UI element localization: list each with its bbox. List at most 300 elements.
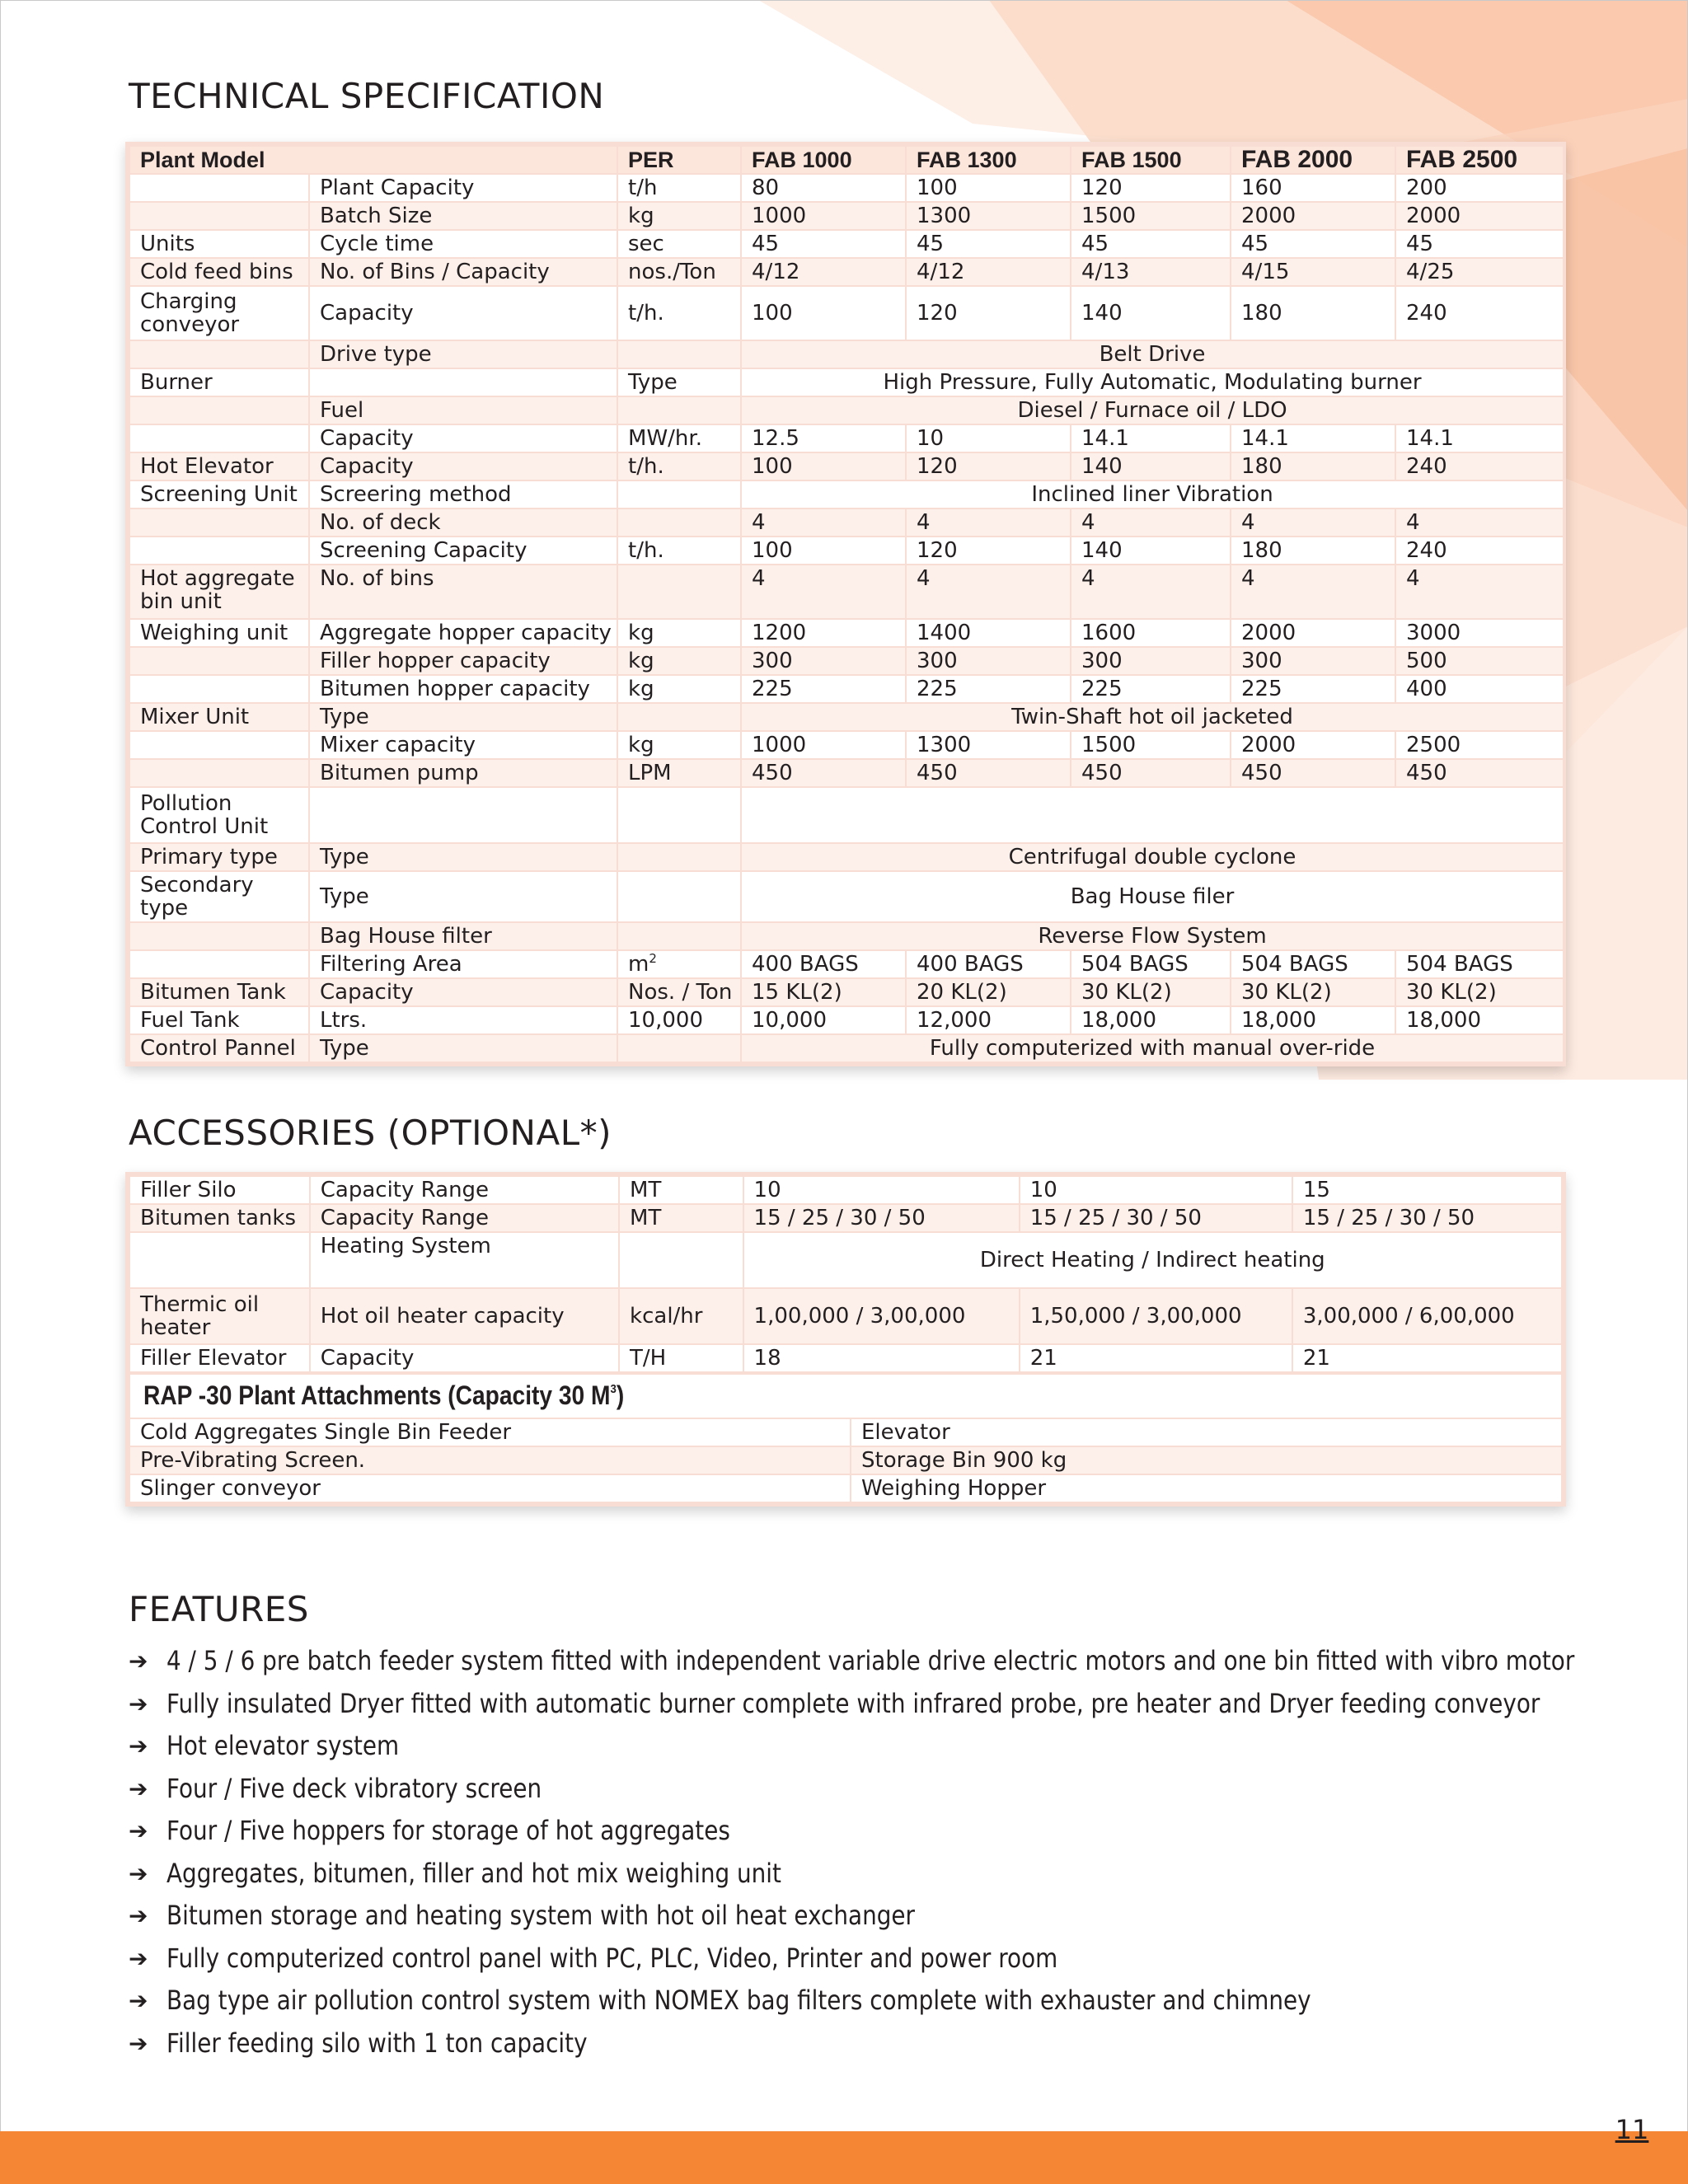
spec-table-body xyxy=(129,174,1564,1062)
accessory-row xyxy=(129,1176,1562,1204)
spec-row xyxy=(129,202,1564,230)
spec-param-cell: Fuel xyxy=(309,396,617,424)
spec-value-cell: 14.1 xyxy=(1231,424,1395,452)
spec-value-cell: 400 xyxy=(1395,675,1564,703)
spec-value-cell: 300 xyxy=(906,647,1071,675)
spec-unit-cell xyxy=(617,368,741,396)
spec-unit-cell xyxy=(617,675,741,703)
spec-row xyxy=(129,675,1564,703)
spec-merged-cell: Inclined liner Vibration xyxy=(741,480,1564,509)
spec-merged-cell: Centrifugal double cyclone xyxy=(741,843,1564,871)
spec-param-cell: Type xyxy=(309,871,617,922)
spec-value-cell: 4/15 xyxy=(1231,258,1395,286)
accessory-row xyxy=(129,1232,1562,1288)
spec-unit-text: sec xyxy=(628,232,664,256)
spec-value-cell: 180 xyxy=(1231,452,1395,480)
rap-title-row xyxy=(129,1374,1562,1418)
spec-value-cell: 4 xyxy=(906,509,1071,537)
accessory-value-cell: 18 xyxy=(743,1344,1020,1372)
spec-unit-cell xyxy=(617,202,741,230)
spec-value-cell: 1500 xyxy=(1071,202,1231,230)
spec-param-cell xyxy=(309,787,617,843)
spec-unit-superscript: 2 xyxy=(649,951,657,966)
spec-value-cell: 4 xyxy=(1231,509,1395,537)
rap-attachments-table xyxy=(129,1373,1563,1503)
spec-value-cell: 20 KL(2) xyxy=(906,978,1071,1006)
spec-unit-cell xyxy=(617,843,741,871)
spec-merged-cell: Belt Drive xyxy=(741,340,1564,368)
spec-value-cell: 45 xyxy=(1071,230,1231,258)
spec-value-cell: 120 xyxy=(906,452,1071,480)
spec-value-cell: 1300 xyxy=(906,731,1071,759)
feature-text: Bag type air pollution control system with NOMEX bag filters complete with exhauster and chimney xyxy=(166,1985,1311,2016)
spec-value-cell: 30 KL(2) xyxy=(1395,978,1564,1006)
spec-value-cell: 504 BAGS xyxy=(1071,950,1231,978)
accessories-table xyxy=(129,1175,1563,1373)
spec-unit-cell xyxy=(617,978,741,1006)
spec-value-cell: 10,000 xyxy=(741,1006,906,1034)
spec-value-cell: 120 xyxy=(906,537,1071,565)
rap-table-body xyxy=(129,1418,1562,1502)
spec-param-cell: Type xyxy=(309,843,617,871)
spec-unit-cell xyxy=(617,396,741,424)
spec-unit-text: 10,000 xyxy=(628,1008,703,1033)
accessory-group-cell: Bitumen tanks xyxy=(129,1204,310,1232)
arrow-right-icon: ➔ xyxy=(129,1732,148,1760)
spec-value-cell: 500 xyxy=(1395,647,1564,675)
spec-group-cell: Screening Unit xyxy=(129,480,309,509)
arrow-right-icon: ➔ xyxy=(129,2029,148,2057)
spec-value-cell: 4 xyxy=(741,565,906,619)
spec-param-cell: Cycle time xyxy=(309,230,617,258)
feature-item xyxy=(129,1810,1579,1853)
spec-param-cell: Drive type xyxy=(309,340,617,368)
spec-value-cell: 4 xyxy=(741,509,906,537)
spec-unit-text: t/h. xyxy=(628,454,664,479)
spec-unit-text: kg xyxy=(628,621,654,645)
spec-value-cell: 4 xyxy=(1231,565,1395,619)
spec-row xyxy=(129,424,1564,452)
spec-value-cell: 240 xyxy=(1395,537,1564,565)
spec-group-cell: Fuel Tank xyxy=(129,1006,309,1034)
arrow-right-icon: ➔ xyxy=(129,1817,148,1844)
spec-unit-text: nos./Ton xyxy=(628,260,716,284)
model-header: FAB 1000 xyxy=(741,146,906,174)
spec-param-cell: Bitumen pump xyxy=(309,759,617,787)
spec-row xyxy=(129,480,1564,509)
rap-cell: Pre-Vibrating Screen. xyxy=(129,1446,851,1474)
spec-unit-text: Nos. / Ton xyxy=(628,980,733,1005)
spec-value-cell: 240 xyxy=(1395,452,1564,480)
spec-unit-text: Type xyxy=(628,370,678,395)
spec-unit-text: kg xyxy=(628,677,654,701)
spec-value-cell: 45 xyxy=(1231,230,1395,258)
spec-unit-text: t/h. xyxy=(628,538,664,563)
feature-item xyxy=(129,1640,1579,1683)
spec-unit-cell xyxy=(617,759,741,787)
spec-group-cell xyxy=(129,731,309,759)
rap-cell: Elevator xyxy=(851,1418,1562,1446)
spec-row xyxy=(129,922,1564,950)
rap-cell: Slinger conveyor xyxy=(129,1474,851,1502)
rap-title xyxy=(143,1380,625,1410)
spec-group-cell xyxy=(129,396,309,424)
spec-row xyxy=(129,950,1564,978)
model-header: FAB 1300 xyxy=(906,146,1071,174)
spec-unit-text: LPM xyxy=(628,761,672,785)
accessory-value-cell: 10 xyxy=(1020,1176,1292,1204)
spec-value-cell: 225 xyxy=(1231,675,1395,703)
spec-value-cell: 30 KL(2) xyxy=(1231,978,1395,1006)
spec-value-cell: 100 xyxy=(906,174,1071,202)
spec-group-cell: Secondary type xyxy=(129,871,309,922)
spec-row xyxy=(129,1034,1564,1062)
spec-param-cell: Filler hopper capacity xyxy=(309,647,617,675)
arrow-right-icon: ➔ xyxy=(129,1859,148,1887)
spec-value-cell: 400 BAGS xyxy=(906,950,1071,978)
spec-param-cell: Type xyxy=(309,703,617,731)
spec-value-cell: 2000 xyxy=(1231,619,1395,647)
spec-value-cell: 400 BAGS xyxy=(741,950,906,978)
feature-text: 4 / 5 / 6 pre batch feeder system fitted with independent variable drive electric motors and one bin fitted with vibro motor xyxy=(166,1645,1575,1676)
spec-value-cell: 1500 xyxy=(1071,731,1231,759)
spec-value-cell: 4 xyxy=(1395,565,1564,619)
spec-unit-cell xyxy=(617,509,741,537)
accessory-value-cell: 1,50,000 / 3,00,000 xyxy=(1020,1288,1292,1344)
spec-value-cell: 4 xyxy=(906,565,1071,619)
spec-value-cell: 2000 xyxy=(1395,202,1564,230)
spec-value-cell: 504 BAGS xyxy=(1395,950,1564,978)
spec-row xyxy=(129,230,1564,258)
spec-merged-cell: Reverse Flow System xyxy=(741,922,1564,950)
spec-value-cell: 45 xyxy=(741,230,906,258)
spec-value-cell: 160 xyxy=(1231,174,1395,202)
spec-value-cell: 15 KL(2) xyxy=(741,978,906,1006)
arrow-right-icon: ➔ xyxy=(129,1944,148,1972)
spec-param-cell: Ltrs. xyxy=(309,1006,617,1034)
arrow-right-icon: ➔ xyxy=(129,1902,148,1929)
spec-group-cell xyxy=(129,922,309,950)
spec-value-cell: 180 xyxy=(1231,537,1395,565)
spec-row xyxy=(129,368,1564,396)
spec-unit-text: t/h. xyxy=(628,301,664,326)
spec-value-cell: 1300 xyxy=(906,202,1071,230)
accessory-group-cell xyxy=(129,1232,310,1288)
feature-item xyxy=(129,2022,1579,2065)
spec-param-cell: No. of deck xyxy=(309,509,617,537)
spec-value-cell: 300 xyxy=(1231,647,1395,675)
spec-group-cell xyxy=(129,202,309,230)
spec-group-cell: Charging conveyor xyxy=(129,286,309,340)
spec-unit-cell xyxy=(617,619,741,647)
spec-value-cell: 12,000 xyxy=(906,1006,1071,1034)
spec-param-cell: Capacity xyxy=(309,452,617,480)
accessory-unit-cell: kcal/hr xyxy=(619,1288,743,1344)
spec-param-cell: Capacity xyxy=(309,978,617,1006)
accessory-unit-cell: T/H xyxy=(619,1344,743,1372)
spec-group-cell xyxy=(129,509,309,537)
spec-unit-text: kg xyxy=(628,204,654,228)
spec-unit-cell xyxy=(617,922,741,950)
arrow-right-icon: ➔ xyxy=(129,1987,148,2014)
spec-value-cell: 2000 xyxy=(1231,202,1395,230)
spec-value-cell: 450 xyxy=(1071,759,1231,787)
spec-param-cell: No. of bins xyxy=(309,565,617,619)
spec-value-cell: 18,000 xyxy=(1231,1006,1395,1034)
accessory-param-cell: Heating System xyxy=(310,1232,619,1288)
spec-value-cell: 10 xyxy=(906,424,1071,452)
spec-merged-cell: Bag House filer xyxy=(741,871,1564,922)
spec-row xyxy=(129,509,1564,537)
spec-value-cell: 30 KL(2) xyxy=(1071,978,1231,1006)
spec-value-cell: 3000 xyxy=(1395,619,1564,647)
accessory-param-cell: Capacity Range xyxy=(310,1204,619,1232)
accessory-value-cell: 3,00,000 / 6,00,000 xyxy=(1292,1288,1562,1344)
spec-value-cell: 225 xyxy=(1071,675,1231,703)
spec-value-cell: 140 xyxy=(1071,286,1231,340)
technical-spec-table-wrapper xyxy=(125,142,1566,1066)
spec-unit-text: kg xyxy=(628,733,654,757)
spec-value-cell: 140 xyxy=(1071,452,1231,480)
accessory-row xyxy=(129,1344,1562,1372)
spec-param-cell: Plant Capacity xyxy=(309,174,617,202)
spec-unit-cell xyxy=(617,950,741,978)
accessories-table-wrapper xyxy=(125,1172,1566,1507)
spec-value-cell: 4 xyxy=(1071,509,1231,537)
rap-row xyxy=(129,1446,1562,1474)
spec-row xyxy=(129,759,1564,787)
spec-value-cell: 4/12 xyxy=(906,258,1071,286)
spec-row xyxy=(129,537,1564,565)
accessory-value-cell: 15 / 25 / 30 / 50 xyxy=(1020,1204,1292,1232)
plant-model-header: Plant Model xyxy=(129,146,617,174)
spec-row xyxy=(129,731,1564,759)
spec-group-cell xyxy=(129,424,309,452)
spec-value-cell: 120 xyxy=(1071,174,1231,202)
feature-text: Fully computerized control panel with PC, PLC, Video, Printer and power room xyxy=(166,1942,1058,1974)
feature-text: Aggregates, bitumen, filler and hot mix weighing unit xyxy=(166,1857,781,1889)
spec-value-cell: 100 xyxy=(741,452,906,480)
spec-value-cell: 12.5 xyxy=(741,424,906,452)
spec-value-cell: 18,000 xyxy=(1395,1006,1564,1034)
feature-text: Four / Five hoppers for storage of hot aggregates xyxy=(166,1815,730,1846)
page-number: 11 xyxy=(1615,2114,1649,2145)
rap-title-end: ) xyxy=(616,1380,625,1410)
accessories-table-body xyxy=(129,1176,1562,1372)
spec-param-cell: Type xyxy=(309,1034,617,1062)
spec-value-cell: 450 xyxy=(906,759,1071,787)
spec-param-cell: Mixer capacity xyxy=(309,731,617,759)
spec-unit-cell xyxy=(617,424,741,452)
spec-value-cell: 1000 xyxy=(741,731,906,759)
feature-item xyxy=(129,1980,1579,2022)
spec-param-cell: Screering method xyxy=(309,480,617,509)
feature-item xyxy=(129,1683,1579,1726)
rap-cell: Weighing Hopper xyxy=(851,1474,1562,1502)
spec-header-row xyxy=(129,146,1564,174)
spec-value-cell: 45 xyxy=(1395,230,1564,258)
spec-merged-cell xyxy=(741,787,1564,843)
spec-group-cell xyxy=(129,537,309,565)
spec-unit-cell xyxy=(617,871,741,922)
spec-unit-cell xyxy=(617,258,741,286)
spec-param-cell: Screening Capacity xyxy=(309,537,617,565)
rap-title-superscript: 3 xyxy=(610,1381,617,1396)
feature-item xyxy=(129,1895,1579,1938)
spec-row xyxy=(129,340,1564,368)
bottom-accent-bar xyxy=(0,2131,1688,2184)
feature-item xyxy=(129,1938,1579,1980)
spec-group-cell: Pollution Control Unit xyxy=(129,787,309,843)
spec-group-cell xyxy=(129,759,309,787)
spec-unit-text: t/h xyxy=(628,176,658,200)
rap-cell: Storage Bin 900 kg xyxy=(851,1446,1562,1474)
spec-merged-cell: High Pressure, Fully Automatic, Modulating burner xyxy=(741,368,1564,396)
accessory-param-cell: Capacity Range xyxy=(310,1176,619,1204)
spec-value-cell: 1400 xyxy=(906,619,1071,647)
rap-title-text: RAP -30 Plant Attachments (Capacity 30 M xyxy=(143,1380,611,1410)
arrow-right-icon: ➔ xyxy=(129,1774,148,1802)
spec-group-cell xyxy=(129,675,309,703)
spec-value-cell: 450 xyxy=(1231,759,1395,787)
spec-value-cell: 18,000 xyxy=(1071,1006,1231,1034)
accessory-group-cell: Thermic oil heater xyxy=(129,1288,310,1344)
per-header: PER xyxy=(617,146,741,174)
spec-value-cell: 2000 xyxy=(1231,731,1395,759)
spec-value-cell: 180 xyxy=(1231,286,1395,340)
spec-row xyxy=(129,286,1564,340)
spec-group-cell: Primary type xyxy=(129,843,309,871)
spec-row xyxy=(129,565,1564,619)
spec-unit-cell xyxy=(617,537,741,565)
spec-group-cell: Hot aggregate bin unit xyxy=(129,565,309,619)
accessory-unit-cell: MT xyxy=(619,1204,743,1232)
accessories-title: ACCESSORIES (OPTIONAL*) xyxy=(129,1113,612,1153)
spec-row xyxy=(129,978,1564,1006)
feature-text: Bitumen storage and heating system with hot oil heat exchanger xyxy=(166,1900,915,1931)
spec-unit-text: MW/hr. xyxy=(628,426,702,451)
accessory-param-cell: Hot oil heater capacity xyxy=(310,1288,619,1344)
spec-row xyxy=(129,703,1564,731)
spec-row xyxy=(129,1006,1564,1034)
feature-item xyxy=(129,1768,1579,1811)
spec-value-cell: 1600 xyxy=(1071,619,1231,647)
spec-group-cell: Mixer Unit xyxy=(129,703,309,731)
spec-param-cell: Aggregate hopper capacity xyxy=(309,619,617,647)
spec-group-cell xyxy=(129,647,309,675)
spec-unit-cell xyxy=(617,787,741,843)
model-header: FAB 2500 xyxy=(1395,146,1564,174)
spec-unit-cell xyxy=(617,286,741,340)
accessory-value-cell: 15 xyxy=(1292,1176,1562,1204)
spec-unit-cell xyxy=(617,1034,741,1062)
spec-param-cell: Batch Size xyxy=(309,202,617,230)
features-title: FEATURES xyxy=(129,1589,309,1629)
spec-value-cell: 300 xyxy=(741,647,906,675)
accessory-group-cell: Filler Silo xyxy=(129,1176,310,1204)
spec-row xyxy=(129,452,1564,480)
spec-value-cell: 4 xyxy=(1395,509,1564,537)
spec-value-cell: 45 xyxy=(906,230,1071,258)
arrow-right-icon: ➔ xyxy=(129,1690,148,1718)
spec-param-cell: No. of Bins / Capacity xyxy=(309,258,617,286)
spec-value-cell: 4/12 xyxy=(741,258,906,286)
spec-param-cell: Capacity xyxy=(309,424,617,452)
spec-value-cell: 4/13 xyxy=(1071,258,1231,286)
spec-unit-cell xyxy=(617,230,741,258)
spec-value-cell: 14.1 xyxy=(1071,424,1231,452)
spec-row xyxy=(129,258,1564,286)
spec-unit-text: kg xyxy=(628,649,654,673)
model-header: FAB 2000 xyxy=(1231,146,1395,174)
spec-unit-cell xyxy=(617,1006,741,1034)
accessory-value-cell: 1,00,000 / 3,00,000 xyxy=(743,1288,1020,1344)
spec-value-cell: 14.1 xyxy=(1395,424,1564,452)
model-header: FAB 1500 xyxy=(1071,146,1231,174)
spec-unit-cell xyxy=(617,731,741,759)
spec-unit-cell xyxy=(617,565,741,619)
spec-value-cell: 120 xyxy=(906,286,1071,340)
spec-row xyxy=(129,396,1564,424)
spec-value-cell: 240 xyxy=(1395,286,1564,340)
spec-unit-cell xyxy=(617,452,741,480)
spec-unit-text: m xyxy=(628,952,649,977)
accessory-unit-cell: MT xyxy=(619,1176,743,1204)
spec-unit-cell xyxy=(617,480,741,509)
spec-value-cell: 2500 xyxy=(1395,731,1564,759)
spec-row xyxy=(129,843,1564,871)
spec-value-cell: 1000 xyxy=(741,202,906,230)
feature-text: Fully insulated Dryer fitted with automatic burner complete with infrared probe, pre heater and Dryer feeding conveyor xyxy=(166,1687,1540,1719)
spec-row xyxy=(129,787,1564,843)
spec-value-cell: 100 xyxy=(741,537,906,565)
accessory-row xyxy=(129,1288,1562,1344)
spec-param-cell: Capacity xyxy=(309,286,617,340)
spec-param-cell xyxy=(309,368,617,396)
spec-value-cell: 200 xyxy=(1395,174,1564,202)
spec-group-cell: Hot Elevator xyxy=(129,452,309,480)
spec-group-cell: Burner xyxy=(129,368,309,396)
accessory-value-cell: 15 / 25 / 30 / 50 xyxy=(1292,1204,1562,1232)
feature-item xyxy=(129,1725,1579,1768)
feature-text: Filler feeding silo with 1 ton capacity xyxy=(166,2027,588,2059)
accessory-group-cell: Filler Elevator xyxy=(129,1344,310,1372)
spec-group-cell: Control Pannel xyxy=(129,1034,309,1062)
accessory-value-cell: 21 xyxy=(1020,1344,1292,1372)
spec-value-cell: 450 xyxy=(741,759,906,787)
spec-unit-cell xyxy=(617,647,741,675)
spec-group-cell: Bitumen Tank xyxy=(129,978,309,1006)
spec-group-cell xyxy=(129,340,309,368)
accessory-value-cell: 21 xyxy=(1292,1344,1562,1372)
spec-value-cell: 4/25 xyxy=(1395,258,1564,286)
spec-param-cell: Bitumen hopper capacity xyxy=(309,675,617,703)
spec-value-cell: 450 xyxy=(1395,759,1564,787)
feature-text: Four / Five deck vibratory screen xyxy=(166,1772,542,1804)
spec-group-cell xyxy=(129,950,309,978)
spec-value-cell: 225 xyxy=(906,675,1071,703)
features-list xyxy=(129,1640,1579,2064)
spec-row xyxy=(129,647,1564,675)
accessory-param-cell: Capacity xyxy=(310,1344,619,1372)
spec-value-cell: 300 xyxy=(1071,647,1231,675)
spec-value-cell: 504 BAGS xyxy=(1231,950,1395,978)
technical-spec-table xyxy=(129,145,1564,1063)
spec-unit-cell xyxy=(617,703,741,731)
spec-unit-cell xyxy=(617,174,741,202)
spec-group-cell: Weighing unit xyxy=(129,619,309,647)
spec-unit-cell xyxy=(617,340,741,368)
